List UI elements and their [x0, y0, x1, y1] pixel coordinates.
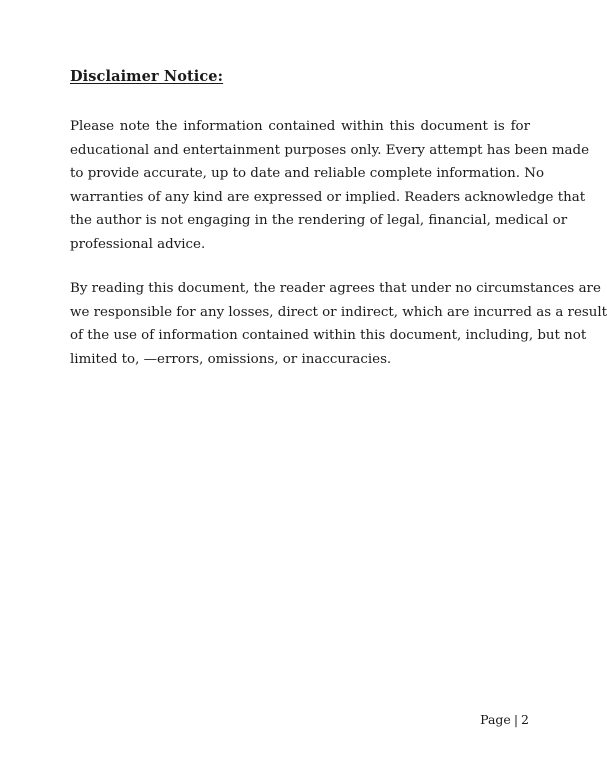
- disclaimer-heading: Disclaimer Notice:: [70, 68, 224, 85]
- paragraph-line: to provide accurate, up to date and reliable complete information. No: [70, 166, 545, 182]
- paragraph-line: educational and entertainment purposes only. Every attempt has been made: [70, 142, 590, 158]
- paragraph-line: By reading this document, the reader agrees that under no circumstances are: [70, 281, 601, 296]
- page-footer: [480, 712, 529, 727]
- paragraph-line: of the use of information contained within this document, including, but not: [70, 328, 587, 344]
- paragraph-line: warranties of any kind are expressed or implied. Readers acknowledge that: [70, 189, 586, 205]
- paragraph-line: Please note the information contained within this document is for: [70, 119, 530, 134]
- paragraph-line: the author is not engaging in the rendering of legal, financial, medical or: [70, 213, 568, 229]
- page-number: 2: [521, 712, 529, 727]
- paragraph-line: we responsible for any losses, direct or indirect, which are incurred as a result: [70, 304, 607, 320]
- paragraph-line: professional advice.: [70, 236, 206, 252]
- page-label: Page: [480, 712, 511, 727]
- page-separator: |: [513, 712, 519, 727]
- disclaimer-paragraph-2: [70, 277, 607, 371]
- disclaimer-paragraph-1: [70, 115, 590, 257]
- paragraph-line: limited to, —errors, omissions, or inaccuracies.: [70, 351, 392, 367]
